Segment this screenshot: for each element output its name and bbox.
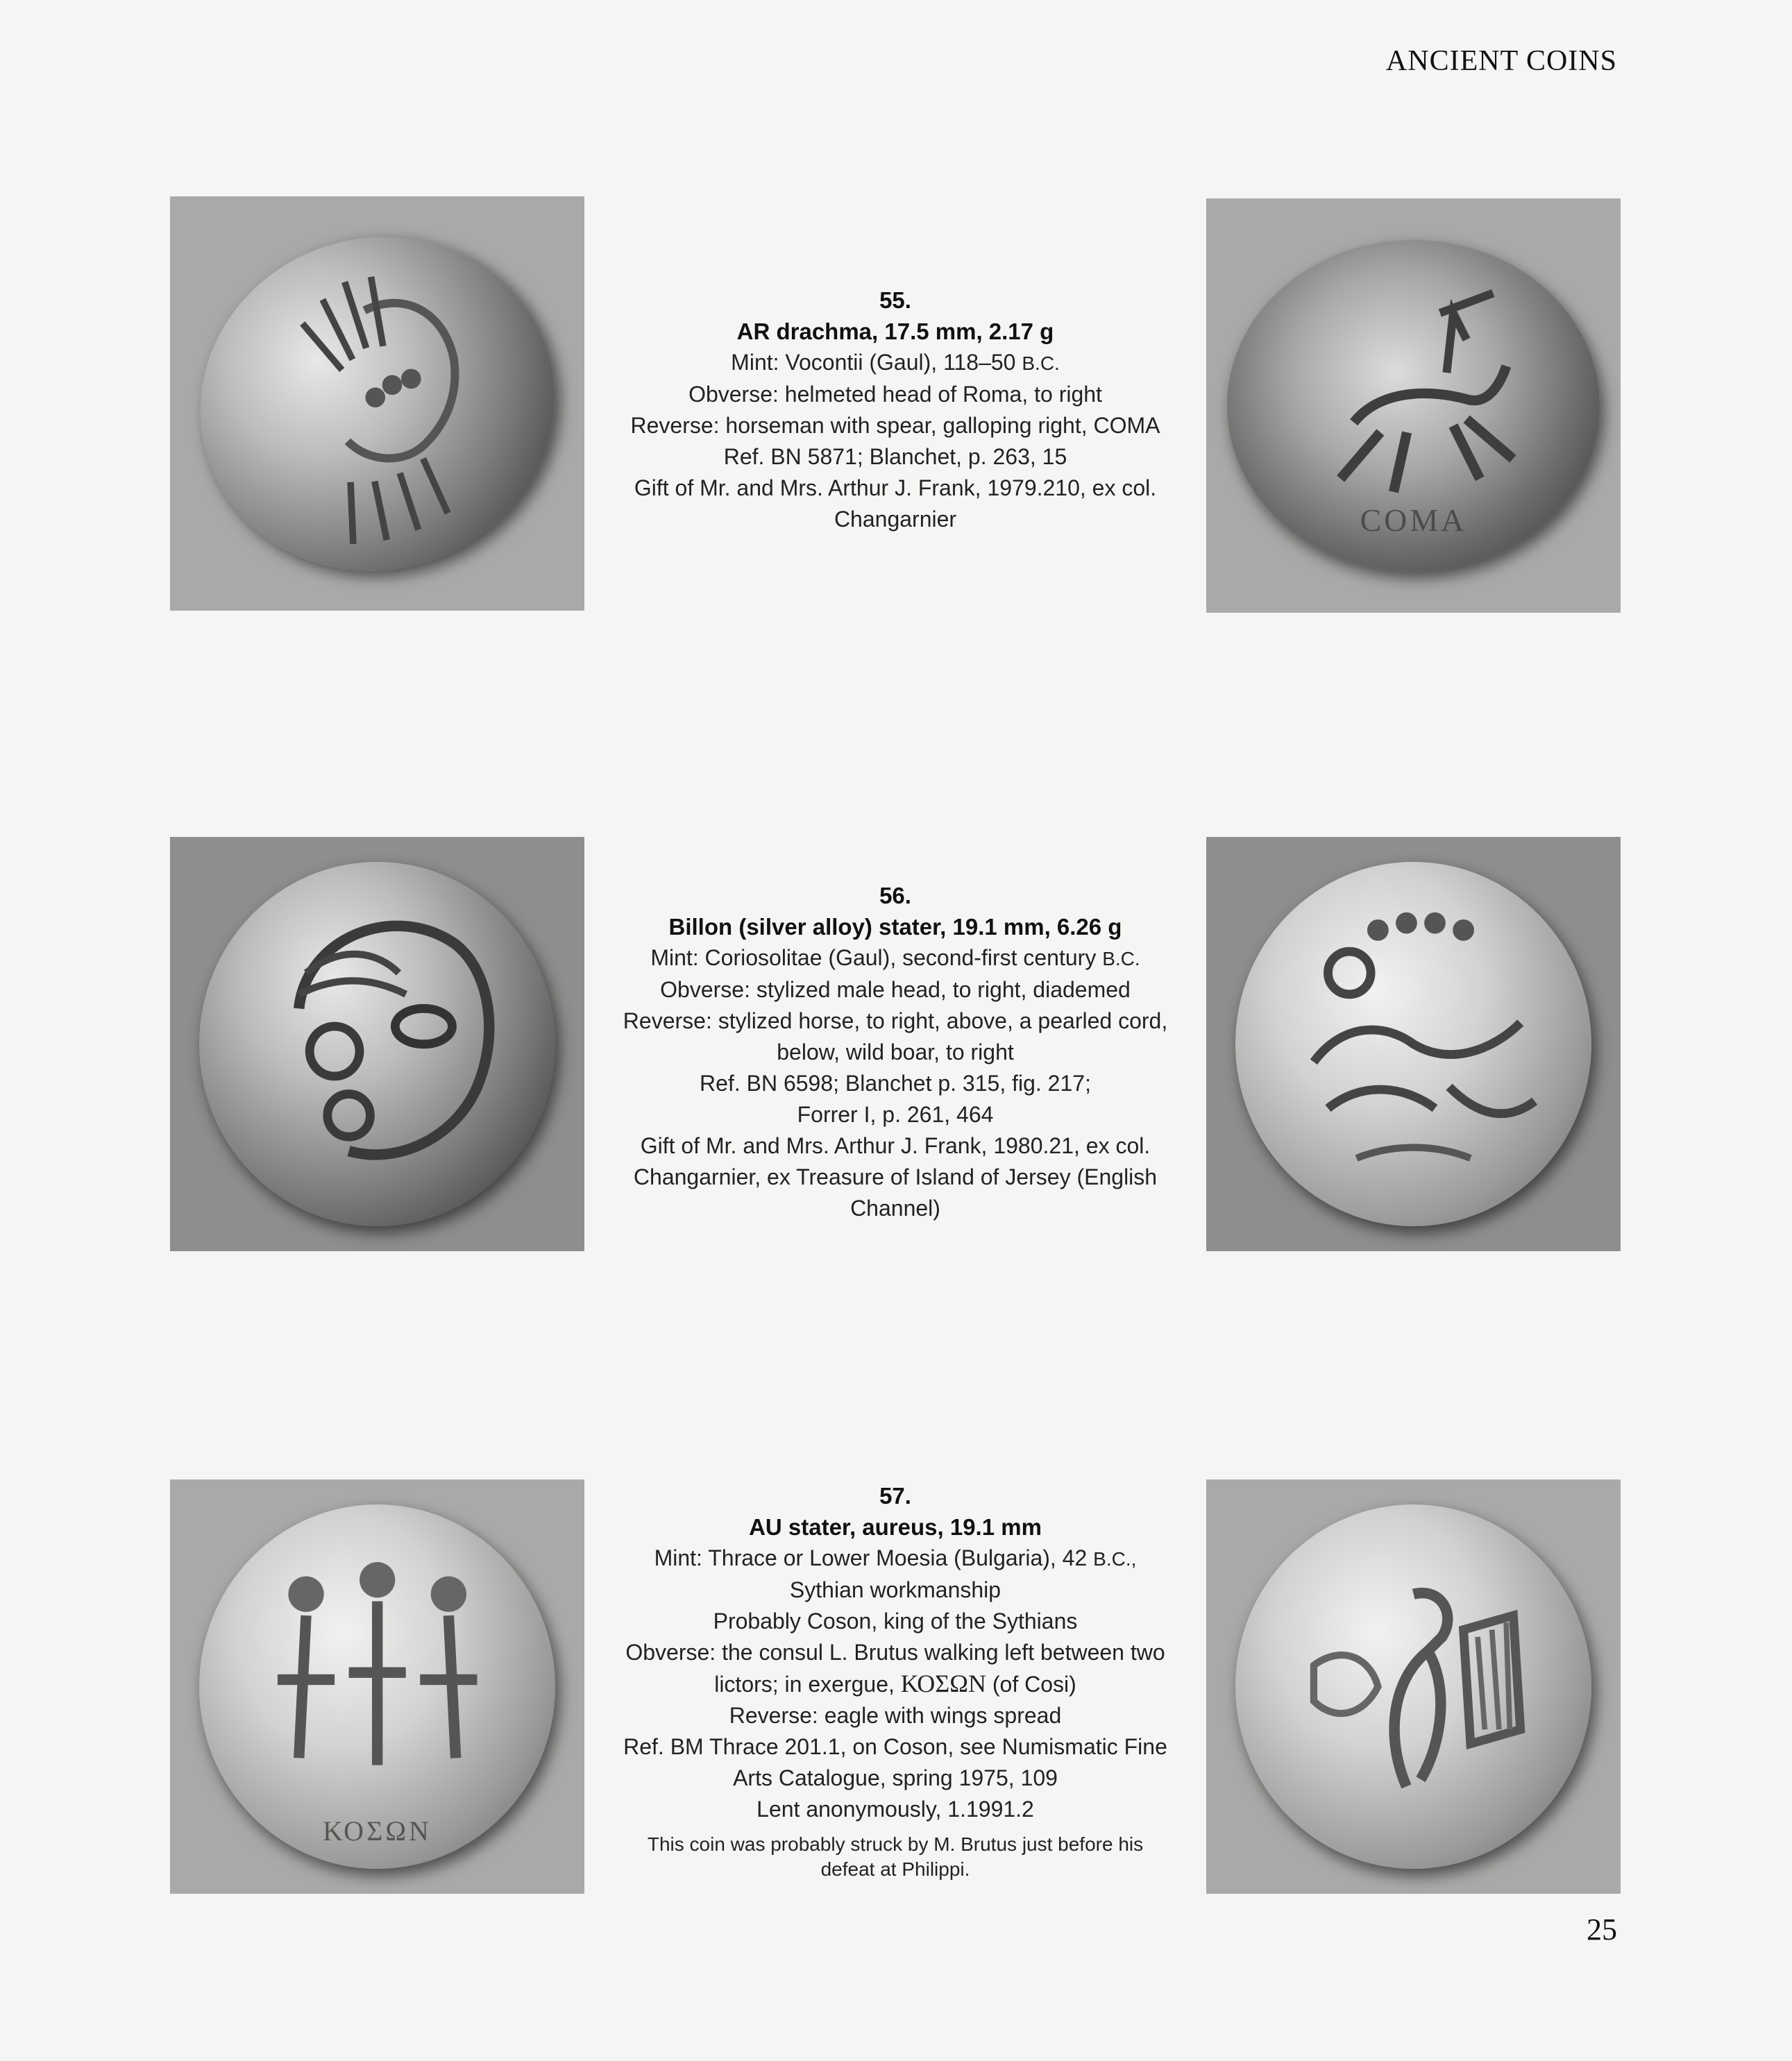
coin-56-reverse bbox=[1235, 862, 1591, 1226]
entry-title: AU stater, aureus, 19.1 mm bbox=[749, 1514, 1042, 1540]
greek-legend: ΚΟΣΩΝ bbox=[900, 1670, 986, 1697]
coin-55-reverse bbox=[1227, 240, 1600, 572]
coin-56-obverse bbox=[199, 862, 555, 1226]
entry-provenance-cont: Changarnier, ex Treasure of Island of Jersey (English bbox=[633, 1164, 1158, 1189]
entry-reverse: Reverse: eagle with wings spread bbox=[729, 1703, 1062, 1728]
entry-reference: Ref. BN 6598; Blanchet p. 315, fig. 217; bbox=[700, 1071, 1091, 1096]
coin-55-obverse bbox=[170, 196, 584, 611]
coin-56-reverse-photo bbox=[1206, 837, 1621, 1251]
entry-number: 57. bbox=[879, 1483, 911, 1509]
coin-57-obverse-legend: ΚΟΣΩΝ bbox=[323, 1815, 432, 1847]
catalogue-entry-56 bbox=[618, 880, 1173, 1224]
roma-head-relief bbox=[170, 196, 584, 611]
entry-attribution: Probably Coson, king of the Sythians bbox=[713, 1609, 1078, 1634]
entry-mint: Mint: Vocontii (Gaul), 118–50 B.C. bbox=[731, 350, 1060, 375]
catalogue-entry-55 bbox=[618, 285, 1173, 535]
entry-obverse: Obverse: stylized male head, to right, diademed bbox=[660, 977, 1131, 1002]
entry-reverse: Reverse: stylized horse, to right, above, a pearled cord, bbox=[623, 1008, 1168, 1033]
celtic-head-relief bbox=[199, 862, 555, 1226]
entry-provenance: Gift of Mr. and Mrs. Arthur J. Frank, 1980.21, ex col. bbox=[640, 1133, 1151, 1158]
entry-obverse: Obverse: helmeted head of Roma, to right bbox=[688, 382, 1102, 407]
entry-number: 56. bbox=[879, 883, 911, 908]
coin-57-obverse bbox=[199, 1504, 555, 1869]
coin-57-reverse bbox=[1235, 1504, 1591, 1869]
era-label: B.C. bbox=[1102, 948, 1140, 969]
running-head: ANCIENT COINS bbox=[1385, 45, 1617, 77]
entry-reference-cont: Arts Catalogue, spring 1975, 109 bbox=[733, 1765, 1058, 1790]
coin-57-obverse-photo bbox=[170, 1479, 584, 1894]
entry-provenance: Gift of Mr. and Mrs. Arthur J. Frank, 1979.210, ex col. bbox=[634, 475, 1157, 500]
entry-obverse-cont: lictors; in exergue, ΚΟΣΩΝ (of Cosi) bbox=[714, 1670, 1076, 1697]
catalogue-entry-57 bbox=[618, 1480, 1173, 1882]
coin-57-reverse-photo bbox=[1206, 1479, 1621, 1894]
era-label: B.C., bbox=[1093, 1548, 1137, 1570]
coin-56-obverse-photo bbox=[170, 837, 584, 1251]
coin-55-obverse-photo bbox=[170, 196, 584, 611]
entry-note: This coin was probably struck by M. Brutus just before his defeat at Philippi. bbox=[647, 1833, 1144, 1880]
era-label: B.C. bbox=[1022, 353, 1060, 374]
entry-workmanship: Sythian workmanship bbox=[789, 1577, 1001, 1602]
entry-obverse: Obverse: the consul L. Brutus walking left between two bbox=[625, 1640, 1165, 1665]
entry-loan: Lent anonymously, 1.1991.2 bbox=[756, 1797, 1034, 1822]
coin-55-reverse-photo bbox=[1206, 198, 1621, 613]
entry-reverse: Reverse: horseman with spear, galloping right, COMA bbox=[630, 413, 1160, 438]
entry-reference-cont: Forrer I, p. 261, 464 bbox=[797, 1102, 994, 1127]
entry-title: Billon (silver alloy) stater, 19.1 mm, 6.26 g bbox=[668, 914, 1122, 940]
stylized-horse-relief bbox=[1235, 862, 1591, 1226]
entry-number: 55. bbox=[879, 287, 911, 313]
entry-provenance-cont: Changarnier bbox=[834, 507, 957, 532]
entry-reference: Ref. BN 5871; Blanchet, p. 263, 15 bbox=[723, 444, 1067, 469]
entry-reverse-cont: below, wild boar, to right bbox=[777, 1040, 1014, 1065]
eagle-relief bbox=[1235, 1504, 1591, 1869]
entry-mint: Mint: Coriosolitae (Gaul), second-first century B.C. bbox=[650, 945, 1140, 970]
page-number: 25 bbox=[1587, 1912, 1617, 1946]
entry-reference: Ref. BM Thrace 201.1, on Coson, see Numismatic Fine bbox=[623, 1734, 1167, 1759]
entry-mint: Mint: Thrace or Lower Moesia (Bulgaria), 42 B.C., bbox=[654, 1545, 1137, 1570]
coin-55-reverse-legend: COMA bbox=[1360, 502, 1467, 538]
entry-provenance-cont2: Channel) bbox=[850, 1196, 940, 1221]
entry-title: AR drachma, 17.5 mm, 2.17 g bbox=[736, 319, 1054, 344]
